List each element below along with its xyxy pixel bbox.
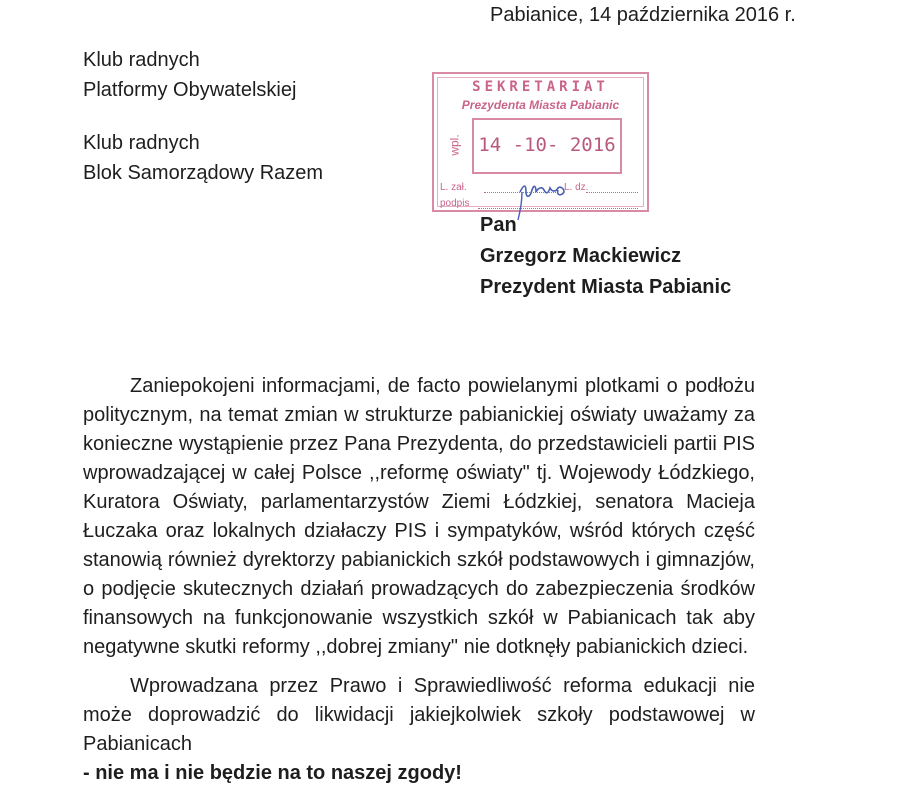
stamp-date: 14 -10- 2016 [478, 134, 616, 156]
body-paragraph-2 [83, 672, 755, 788]
stamp-podpis-label: podpis [440, 198, 470, 209]
body-paragraph-2-emphasis: - nie ma i nie będzie na to naszej zgody! [83, 762, 462, 784]
sender-club-label: Klub radnych [83, 132, 200, 154]
sender-club-bsr [83, 128, 323, 188]
addressee-salutation: Pan [480, 214, 517, 236]
stamp-ldz-label: L. dz. [564, 182, 589, 193]
stamp-lzal-label: L. zał. [440, 182, 467, 193]
sender-club-po [83, 45, 296, 105]
body-paragraph-1: Zaniepokojeni informacjami, de facto powielanymi plotkami o podłożu politycznym, na temat zmian w strukturze pabianickiej oświaty uważamy za konieczne wystąpienie przez Pana Prezydenta, do przedstawicieli partii PIS wprowadzającej w całej Polsce ,,reformę oświaty" tj. Wojewody Łódzkiego, Kuratora Oświaty, parlamentarzystów Ziemi Łódzkiej, senatora Macieja Łuczaka oraz lokalnych działaczy PIS i sympatyków, wśród których część stanowią również dyrektorzy pabianickich szkół podstawowych i gimnazjów, o podjęcie skutecznych działań prowadzących do zabezpieczenia środków finansowych na funkcjonowanie wszystkich szkół w Pabianicach tak aby negatywne skutki reformy ,,dobrej zmiany" nie dotknęły pabianickich dzieci. [83, 375, 755, 658]
sender-club-name: Blok Samorządowy Razem [83, 162, 324, 184]
stamp-field-line [586, 192, 638, 193]
stamp-wpl-label: wpl. [447, 134, 462, 156]
addressee-title: Prezydent Miasta Pabianic [480, 276, 732, 298]
stamp-title: SEKRETARIAT [472, 79, 609, 95]
body-paragraph-2-text: Wprowadzana przez Prawo i Sprawiedliwość reforma edukacji nie może doprowadzić do likwidacji jakiejkolwiek szkoły podstawowej w Pabianicach [83, 675, 755, 755]
addressee-name: Grzegorz Mackiewicz [480, 245, 682, 267]
addressee-block [480, 210, 731, 303]
stamp-subtitle: Prezydenta Miasta Pabianic [461, 98, 620, 112]
stamp-date-box [472, 118, 622, 174]
dateline: Pabianice, 14 października 2016 r. [490, 4, 796, 26]
sender-club-name: Platformy Obywatelskiej [83, 79, 297, 101]
sender-club-label: Klub radnych [83, 49, 200, 71]
